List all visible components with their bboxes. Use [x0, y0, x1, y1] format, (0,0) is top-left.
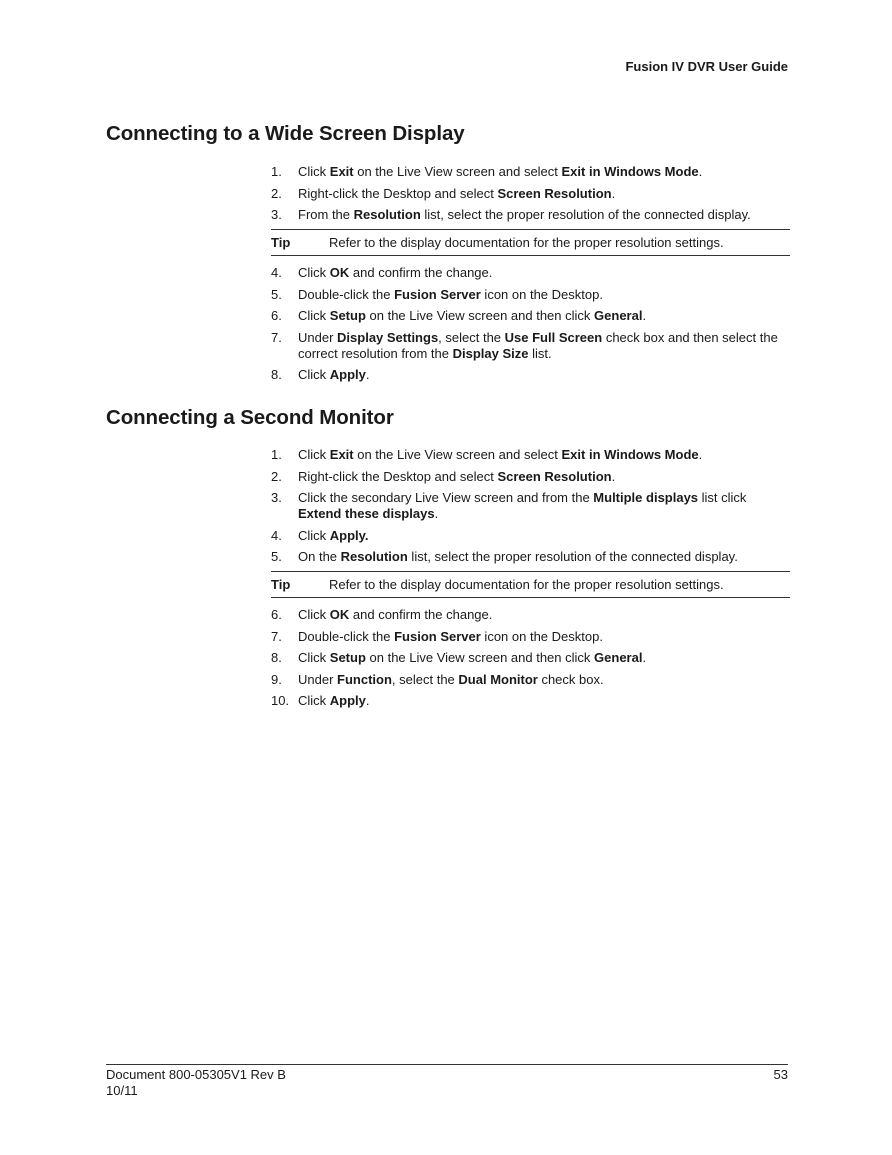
step-number: 8. — [271, 367, 282, 382]
step-number: 6. — [271, 308, 282, 323]
step-item — [271, 186, 790, 202]
step-number: 9. — [271, 671, 282, 687]
step-number: 5. — [271, 549, 282, 564]
section-heading-second-monitor: Connecting a Second Monitor — [106, 406, 394, 429]
running-header: Fusion IV DVR User Guide — [625, 59, 788, 74]
step-text-segment: check box. — [537, 671, 604, 687]
step-text — [298, 330, 790, 362]
steps-after-tip — [271, 607, 790, 709]
steps-after-tip — [271, 265, 790, 383]
step-number: 2. — [271, 468, 282, 484]
step-text-segment: Click — [298, 527, 330, 543]
step-text-segment: Click — [298, 650, 330, 665]
step-bold-term: Screen Resolution — [497, 468, 612, 484]
step-item — [271, 549, 790, 565]
step-bold-term: General — [594, 308, 643, 323]
step-text-segment: list, select the proper resolution of the connected display. — [407, 549, 738, 564]
step-text — [298, 693, 790, 709]
tip-note — [271, 571, 790, 598]
step-bold-term: Exit — [329, 447, 354, 462]
step-number: 3. — [271, 207, 282, 222]
step-text-segment: . — [698, 164, 703, 179]
step-bold-term: Resolution — [340, 549, 408, 564]
step-item — [271, 308, 790, 324]
step-number: 4. — [271, 527, 282, 543]
step-text — [298, 607, 790, 623]
step-text — [298, 650, 790, 666]
step-text-segment: Double-click the — [298, 286, 395, 302]
step-text-segment: . — [611, 468, 616, 484]
tip-text: Refer to the display documentation for the proper resolution settings. — [329, 235, 724, 250]
step-text-segment: . — [434, 506, 439, 521]
step-text-segment: . — [365, 693, 370, 708]
tip-label: Tip — [271, 235, 291, 250]
step-text-segment: Click the secondary Live View screen and from the — [298, 490, 594, 505]
step-bold-term: Setup — [329, 650, 366, 665]
step-text-segment: list. — [528, 345, 552, 361]
step-text — [298, 367, 790, 383]
step-text-segment: . — [611, 185, 616, 201]
step-bold-term: Screen Resolution — [497, 185, 612, 201]
step-text-segment: . — [642, 650, 647, 665]
step-item — [271, 607, 790, 623]
step-item — [271, 469, 790, 485]
step-bold-term: Dual Monitor — [458, 671, 538, 687]
step-text-segment: On the — [298, 549, 341, 564]
footer-date: 10/11 — [106, 1083, 138, 1098]
step-bold-term: Exit — [329, 164, 354, 179]
footer-doc-id: Document 800-05305V1 Rev B — [106, 1067, 286, 1082]
step-text — [298, 490, 790, 522]
step-bold-term: OK — [329, 607, 350, 622]
wide-screen-steps — [271, 164, 790, 389]
step-text-segment: on the Live View screen and select — [353, 164, 562, 179]
step-number: 5. — [271, 286, 282, 302]
step-text-segment: Under — [298, 671, 338, 687]
steps-before-tip — [271, 164, 790, 223]
step-text — [298, 549, 790, 565]
step-item — [271, 447, 790, 463]
step-item — [271, 287, 790, 303]
step-text — [298, 164, 790, 180]
step-text-segment: Under — [298, 329, 338, 345]
step-text-segment: on the Live View screen and then click — [365, 650, 595, 665]
step-text-segment: From the — [298, 207, 354, 222]
step-text — [298, 265, 790, 281]
step-number: 1. — [271, 447, 282, 462]
step-item — [271, 330, 790, 362]
step-text-segment: on the Live View screen and then click — [365, 308, 595, 323]
section-heading-wide-screen: Connecting to a Wide Screen Display — [106, 122, 465, 145]
step-text-segment: . — [365, 367, 370, 382]
step-text-segment: icon on the Desktop. — [480, 286, 603, 302]
step-item — [271, 672, 790, 688]
step-item — [271, 528, 790, 544]
step-item — [271, 367, 790, 383]
step-bold-term: Setup — [329, 308, 366, 323]
step-bold-term: Exit in Windows Mode — [561, 164, 699, 179]
step-text — [298, 287, 790, 303]
step-text-segment: Click — [298, 367, 330, 382]
step-number: 7. — [271, 628, 282, 644]
step-text-segment: and confirm the change. — [349, 607, 493, 622]
step-text-segment: . — [698, 447, 703, 462]
step-number: 2. — [271, 185, 282, 201]
step-text — [298, 528, 790, 544]
step-text-segment: , select the — [438, 329, 505, 345]
footer-divider — [106, 1064, 788, 1065]
step-item — [271, 265, 790, 281]
step-text — [298, 308, 790, 324]
step-text-segment: . — [642, 308, 647, 323]
step-bold-term: OK — [329, 265, 350, 280]
step-bold-term: General — [594, 650, 643, 665]
footer-document-info — [106, 1067, 286, 1099]
step-item — [271, 207, 790, 223]
step-text-segment: Click — [298, 607, 330, 622]
step-bold-term: Resolution — [353, 207, 421, 222]
step-text — [298, 447, 790, 463]
step-text-segment: Right-click the Desktop and select — [298, 468, 498, 484]
step-text — [298, 629, 790, 645]
step-item — [271, 650, 790, 666]
second-monitor-steps — [271, 447, 790, 715]
step-item — [271, 629, 790, 645]
step-text — [298, 469, 790, 485]
step-text-segment: Click — [298, 164, 330, 179]
tip-label: Tip — [271, 577, 291, 592]
steps-before-tip — [271, 447, 790, 565]
step-text-segment: list, select the proper resolution of the connected display. — [420, 207, 751, 222]
step-text — [298, 672, 790, 688]
step-number: 10. — [271, 693, 290, 708]
step-text-segment: Click — [298, 447, 330, 462]
step-number: 6. — [271, 607, 282, 622]
step-bold-term: Apply — [329, 367, 366, 382]
step-number: 1. — [271, 164, 282, 179]
step-bold-term: Display Settings — [337, 329, 439, 345]
step-text — [298, 186, 790, 202]
step-text-segment: Click — [298, 308, 330, 323]
step-text-segment: on the Live View screen and select — [353, 447, 562, 462]
step-bold-term: Apply — [329, 693, 366, 708]
step-text-segment: Right-click the Desktop and select — [298, 185, 498, 201]
step-text-segment: Double-click the — [298, 628, 395, 644]
step-number: 8. — [271, 650, 282, 665]
step-bold-term: Display Size — [452, 345, 529, 361]
step-bold-term: Exit in Windows Mode — [561, 447, 699, 462]
step-number: 3. — [271, 490, 282, 505]
step-number: 7. — [271, 329, 282, 345]
step-bold-term: Function — [337, 671, 392, 687]
step-item — [271, 164, 790, 180]
step-text — [298, 207, 790, 223]
tip-note — [271, 229, 790, 256]
page-number: 53 — [773, 1067, 788, 1082]
step-bold-term: Fusion Server — [394, 628, 481, 644]
step-number: 4. — [271, 265, 282, 280]
step-text-segment: and confirm the change. — [349, 265, 493, 280]
step-text-segment: Click — [298, 265, 330, 280]
step-text-segment: icon on the Desktop. — [480, 628, 603, 644]
step-bold-term: Use Full Screen — [504, 329, 603, 345]
step-item — [271, 693, 790, 709]
step-item — [271, 490, 790, 522]
step-bold-term: Extend these displays — [298, 506, 435, 521]
step-text-segment: Click — [298, 693, 330, 708]
step-bold-term: Multiple displays — [593, 490, 699, 505]
tip-text: Refer to the display documentation for the proper resolution settings. — [329, 577, 724, 592]
step-text-segment: check box and then select the correct resolution from the — [298, 329, 778, 361]
step-text-segment: , select the — [391, 671, 459, 687]
step-bold-term: Apply. — [329, 527, 369, 543]
step-text-segment: list click — [698, 490, 747, 505]
step-bold-term: Fusion Server — [394, 286, 481, 302]
